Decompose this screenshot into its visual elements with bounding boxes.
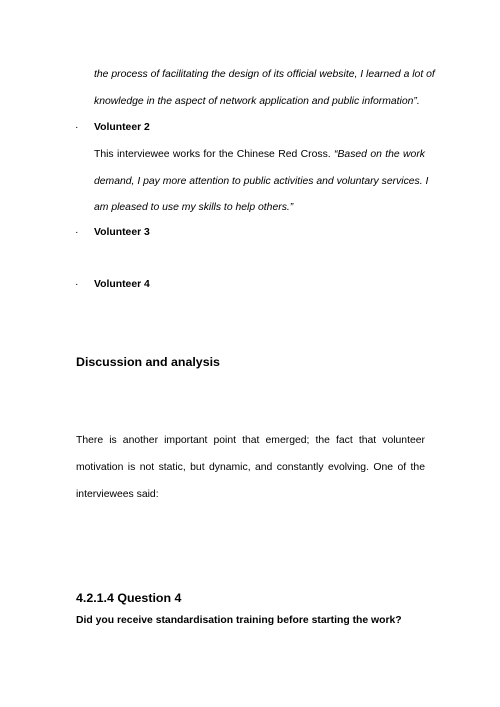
discussion-heading: Discussion and analysis — [76, 355, 220, 369]
question4-text: Did you receive standardisation training before starting the work? — [76, 615, 402, 626]
volunteer2-line3: am pleased to use my skills to help others.” — [94, 202, 294, 213]
bullet-icon: · — [75, 279, 79, 290]
discussion-para-line3: interviewees said: — [76, 489, 159, 500]
volunteer2-line1-italic: “Based on the work — [334, 149, 425, 160]
discussion-para-line2: motivation is not static, but dynamic, and constantly evolving. One of the — [76, 462, 425, 473]
volunteer1-quote-line2: knowledge in the aspect of network application and public information”. — [94, 96, 420, 107]
volunteer1-quote-line1: the process of facilitating the design of its official website, I learned a lot of — [94, 69, 435, 80]
discussion-para-line1: There is another important point that emerged; the fact that volunteer — [76, 435, 425, 446]
bullet-icon: · — [75, 227, 79, 238]
volunteer2-label: Volunteer 2 — [94, 122, 150, 133]
bullet-icon: · — [75, 122, 79, 133]
volunteer3-label: Volunteer 3 — [94, 227, 150, 238]
volunteer2-line2: demand, I pay more attention to public activities and voluntary services. I — [94, 176, 429, 187]
volunteer4-label: Volunteer 4 — [94, 279, 150, 290]
question4-heading: 4.2.1.4 Question 4 — [76, 591, 182, 605]
volunteer2-line1 — [94, 148, 425, 161]
volunteer2-line1-plain: This interviewee works for the Chinese Red Cross. — [94, 149, 331, 160]
